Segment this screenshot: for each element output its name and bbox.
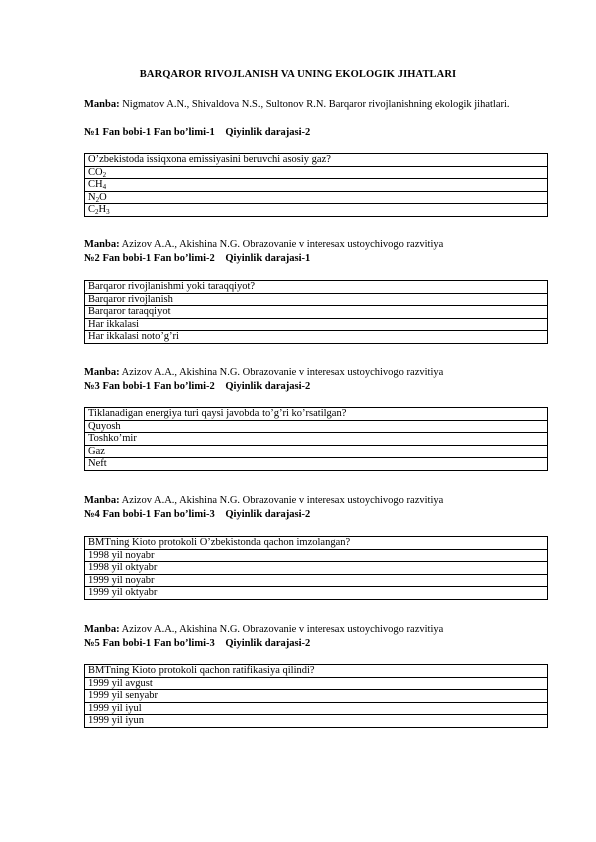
answer-row: [85, 318, 548, 331]
source-label: Manba:: [84, 367, 120, 378]
question-text: Tiklanadigan energiya turi qaysi javobda to’g’ri ko’rsatilgan?: [85, 408, 548, 421]
fan-bobi: Fan bobi-1: [102, 127, 152, 138]
fan-bobi: Fan bobi-1: [102, 381, 152, 392]
question-table-4: [84, 536, 548, 600]
source-text: Nigmatov A.N., Shivaldova N.S., Sultonov R.N. Barqaror rivojlanishning ekologik jihatlari.: [122, 99, 510, 110]
answer-row: [85, 420, 548, 433]
question-row: [85, 408, 548, 421]
answer-option: $C_2H_3$: [85, 204, 548, 217]
source-text: Azizov A.A., Akishina N.G. Obrazovanie v interesax ustoychivogo razvitiya: [121, 367, 444, 378]
source-text: Azizov A.A., Akishina N.G. Obrazovanie v interesax ustoychivogo razvitiya: [121, 624, 444, 635]
question-meta-1: [84, 126, 548, 140]
source-line-2: [84, 238, 548, 252]
answer-option: Har ikkalasi: [85, 318, 548, 331]
difficulty-level: Qiyinlik darajasi-1: [225, 253, 311, 264]
answer-row: [85, 433, 548, 446]
answer-option: $N_2O$: [85, 191, 548, 204]
fan-bolimi: Fan bo’limi-3: [153, 638, 215, 649]
answer-option: 1998 yil oktyabr: [85, 562, 548, 575]
question-meta-3: [84, 380, 548, 394]
source-line-4: [84, 494, 548, 508]
question-meta-4: [84, 508, 548, 522]
answer-row: [85, 191, 548, 204]
question-row: [85, 537, 548, 550]
answer-row: [85, 690, 548, 703]
fan-bobi: Fan bobi-1: [102, 509, 152, 520]
question-table-5: [84, 664, 548, 728]
question-row: [85, 281, 548, 294]
fan-bolimi: Fan bo’limi-2: [153, 253, 215, 264]
question-text: O’zbekistoda issiqxona emissiyasini beruvchi asosiy gaz?: [85, 154, 548, 167]
answer-option: 1999 yil iyun: [85, 715, 548, 728]
difficulty-level: Qiyinlik darajasi-2: [225, 127, 311, 138]
answer-row: [85, 458, 548, 471]
answer-option: Har ikkalasi noto’g’ri: [85, 331, 548, 344]
question-number: №5: [84, 638, 100, 649]
answer-row: [85, 306, 548, 319]
source-text: Azizov A.A., Akishina N.G. Obrazovanie v interesax ustoychivogo razvitiya: [121, 239, 444, 250]
answer-row: [85, 204, 548, 217]
answer-row: [85, 179, 548, 192]
answer-row: [85, 293, 548, 306]
source-line-3: [84, 366, 548, 380]
fan-bolimi: Fan bo’limi-3: [153, 509, 215, 520]
answer-option: Barqaror rivojlanish: [85, 293, 548, 306]
question-number: №1: [84, 127, 100, 138]
answer-row: [85, 574, 548, 587]
question-text: Barqaror rivojlanishmi yoki taraqqiyot?: [85, 281, 548, 294]
question-number: №2: [84, 253, 100, 264]
answer-row: [85, 715, 548, 728]
answer-row: [85, 331, 548, 344]
answer-option: 1999 yil iyul: [85, 702, 548, 715]
answer-option: $CH_4$: [85, 179, 548, 192]
question-number: №3: [84, 381, 100, 392]
question-text: BMTning Kioto protokoli qachon ratifikasiya qilindi?: [85, 665, 548, 678]
question-table-1: [84, 153, 548, 217]
difficulty-level: Qiyinlik darajasi-2: [225, 509, 311, 520]
fan-bobi: Fan bobi-1: [102, 638, 152, 649]
fan-bolimi: Fan bo’limi-2: [153, 381, 215, 392]
difficulty-level: Qiyinlik darajasi-2: [225, 381, 311, 392]
source-label: Manba:: [84, 495, 120, 506]
answer-row: [85, 702, 548, 715]
answer-option: Gaz: [85, 445, 548, 458]
question-table-2: [84, 280, 548, 344]
answer-row: [85, 166, 548, 179]
source-label: Manba:: [84, 99, 120, 110]
question-row: [85, 665, 548, 678]
page-title: BARQAROR RIVOJLANISH VA UNING EKOLOGIK JIHATLARI: [139, 69, 457, 80]
source-label: Manba:: [84, 624, 120, 635]
source-line-5: [84, 623, 548, 637]
answer-option: Quyosh: [85, 420, 548, 433]
source-label: Manba:: [84, 239, 120, 250]
answer-option: 1998 yil noyabr: [85, 549, 548, 562]
question-meta-2: [84, 252, 548, 266]
answer-row: [85, 549, 548, 562]
answer-row: [85, 677, 548, 690]
question-row: [85, 154, 548, 167]
question-text: BMTning Kioto protokoli O’zbekistonda qachon imzolangan?: [85, 537, 548, 550]
fan-bolimi: Fan bo’limi-1: [153, 127, 215, 138]
fan-bobi: Fan bobi-1: [102, 253, 152, 264]
question-table-3: [84, 407, 548, 471]
question-number: №4: [84, 509, 100, 520]
answer-option: Neft: [85, 458, 548, 471]
answer-option: Toshko’mir: [85, 433, 548, 446]
question-meta-5: [84, 637, 548, 651]
answer-option: $CO_2$: [85, 166, 548, 179]
answer-option: Barqaror taraqqiyot: [85, 306, 548, 319]
answer-row: [85, 562, 548, 575]
answer-option: 1999 yil avgust: [85, 677, 548, 690]
answer-option: 1999 yil noyabr: [85, 574, 548, 587]
answer-option: 1999 yil senyabr: [85, 690, 548, 703]
source-text: Azizov A.A., Akishina N.G. Obrazovanie v interesax ustoychivogo razvitiya: [121, 495, 444, 506]
answer-option: 1999 yil oktyabr: [85, 587, 548, 600]
answer-row: [85, 587, 548, 600]
source-line-1: [84, 98, 548, 112]
difficulty-level: Qiyinlik darajasi-2: [225, 638, 311, 649]
answer-row: [85, 445, 548, 458]
